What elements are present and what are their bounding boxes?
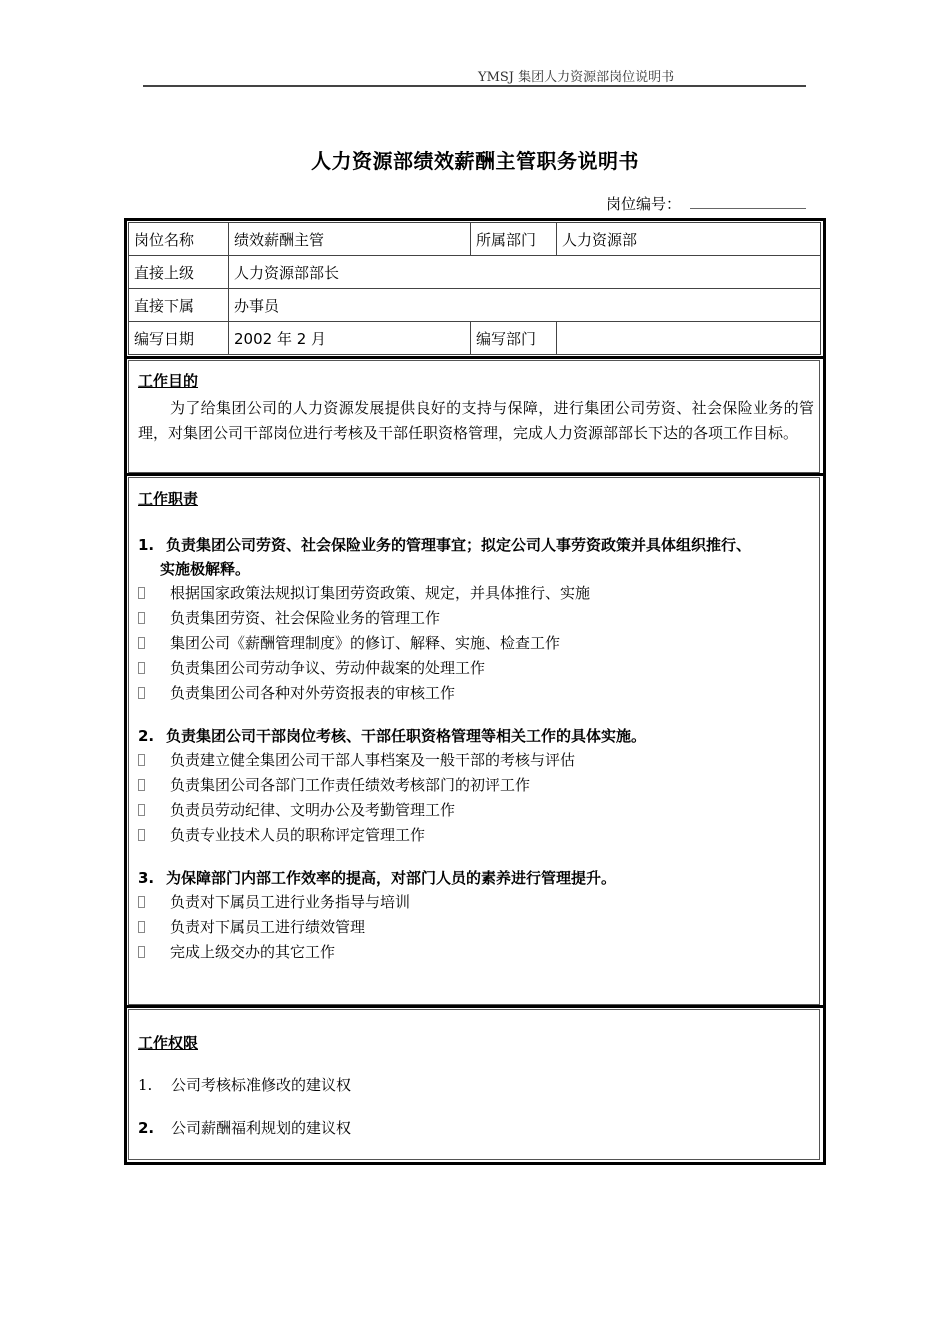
info-row-superior xyxy=(129,256,821,289)
direct-subordinate-value: 办事员 xyxy=(229,289,821,322)
duty-item xyxy=(138,750,575,770)
department-label: 所属部门 xyxy=(471,223,557,256)
bullet-icon xyxy=(138,662,145,674)
running-header: YMSJ 集团人力资源部岗位说明书 xyxy=(478,70,675,85)
info-row-date xyxy=(129,322,821,355)
purpose-text: 为了给集团公司的人力资源发展提供良好的支持与保障，进行集团公司劳资、社会保险业务的管理，对集团公司干部岗位进行考核及干部任职资格管理，完成人力资源部部长下达的各项工作目标。 xyxy=(138,399,814,442)
info-row-position xyxy=(129,223,821,256)
duty-item-text: 负责集团公司各部门工作责任绩效考核部门的初评工作 xyxy=(170,776,531,794)
duty-item-text: 根据国家政策法规拟订集团劳资政策、规定，并具体推行、实施 xyxy=(170,584,591,602)
duties-title: 工作职责 xyxy=(138,490,199,508)
duty-group-heading-cont: 实施极解释。 xyxy=(160,560,251,578)
duty-item-text: 负责对下属员工进行绩效管理 xyxy=(170,918,366,936)
bullet-icon xyxy=(138,587,145,599)
date-value: 2002 年 2 月 xyxy=(229,322,471,355)
duty-item-text: 负责建立健全集团公司干部人事档案及一般干部的考核与评估 xyxy=(170,751,576,769)
duty-item xyxy=(138,683,455,703)
bullet-icon xyxy=(138,804,145,816)
duty-group-number: 2. xyxy=(138,727,155,745)
duties-section xyxy=(128,477,820,1005)
duty-group-heading-text: 为保障部门内部工作效率的提高，对部门人员的素养进行管理提升。 xyxy=(166,869,617,887)
duty-item-text: 负责集团公司劳动争议、劳动仲裁案的处理工作 xyxy=(170,659,486,677)
duty-group-number: 3. xyxy=(138,869,155,887)
bullet-icon xyxy=(138,637,145,649)
duty-item-text: 集团公司《薪酬管理制度》的修订、解释、实施、检查工作 xyxy=(170,634,561,652)
post-number-label: 岗位编号： xyxy=(606,195,682,213)
duty-item xyxy=(138,892,410,912)
author-dept-value xyxy=(557,322,821,355)
header-rule xyxy=(143,85,806,87)
info-row-subordinate xyxy=(129,289,821,322)
right-item xyxy=(138,1074,351,1095)
right-item-text: 公司薪酬福利规划的建议权 xyxy=(171,1119,352,1137)
bullet-icon xyxy=(138,946,145,958)
duty-item-text: 负责集团公司各种对外劳资报表的审核工作 xyxy=(170,684,456,702)
duty-item-text: 完成上级交办的其它工作 xyxy=(170,943,336,961)
right-item-text: 公司考核标准修改的建议权 xyxy=(171,1076,352,1094)
duty-item xyxy=(138,917,365,937)
direct-superior-label: 直接上级 xyxy=(129,256,229,289)
bullet-icon xyxy=(138,921,145,933)
purpose-title: 工作目的 xyxy=(138,372,199,390)
date-label: 编写日期 xyxy=(129,322,229,355)
duty-item xyxy=(138,633,560,653)
department-value: 人力资源部 xyxy=(557,223,821,256)
job-description-frame xyxy=(124,218,826,1165)
duty-item xyxy=(138,608,440,628)
duty-group-3-heading xyxy=(138,866,818,890)
author-dept-label: 编写部门 xyxy=(471,322,557,355)
right-item-number: 1. xyxy=(138,1076,153,1094)
duty-item xyxy=(138,658,485,678)
duty-item-text: 负责对下属员工进行业务指导与培训 xyxy=(170,893,411,911)
bullet-icon xyxy=(138,896,145,908)
duty-item xyxy=(138,583,590,603)
section-divider xyxy=(124,356,826,359)
right-item-number: 2. xyxy=(138,1119,155,1137)
duty-item xyxy=(138,775,530,795)
duty-item-text: 负责集团劳资、社会保险业务的管理工作 xyxy=(170,609,441,627)
duty-group-heading-text: 负责集团公司干部岗位考核、干部任职资格管理等相关工作的具体实施。 xyxy=(166,727,647,745)
duty-item-text: 负责专业技术人员的职称评定管理工作 xyxy=(170,826,426,844)
section-divider xyxy=(124,1005,826,1008)
bullet-icon xyxy=(138,754,145,766)
bullet-icon xyxy=(138,779,145,791)
direct-superior-value: 人力资源部部长 xyxy=(229,256,821,289)
bullet-icon xyxy=(138,687,145,699)
duty-group-1-heading xyxy=(138,533,818,581)
right-item xyxy=(138,1117,351,1138)
duty-group-number: 1. xyxy=(138,536,155,554)
position-name-label: 岗位名称 xyxy=(129,223,229,256)
bullet-icon xyxy=(138,612,145,624)
duty-group-2-heading xyxy=(138,724,818,748)
duty-item-text: 负责员劳动纪律、文明办公及考勤管理工作 xyxy=(170,801,456,819)
post-number-field[interactable] xyxy=(690,208,806,209)
duty-item xyxy=(138,942,335,962)
rights-section xyxy=(128,1009,820,1160)
duty-item xyxy=(138,800,455,820)
duty-group-heading-text: 负责集团公司劳资、社会保险业务的管理事宜；拟定公司人事劳资政策并具体组织推行、 xyxy=(166,536,752,554)
purpose-section xyxy=(128,360,820,473)
duty-item xyxy=(138,825,425,845)
position-name-value: 绩效薪酬主管 xyxy=(229,223,471,256)
bullet-icon xyxy=(138,829,145,841)
direct-subordinate-label: 直接下属 xyxy=(129,289,229,322)
info-table xyxy=(128,222,821,355)
rights-title: 工作权限 xyxy=(138,1034,199,1052)
section-divider xyxy=(124,473,826,476)
document-title: 人力资源部绩效薪酬主管职务说明书 xyxy=(311,149,639,173)
